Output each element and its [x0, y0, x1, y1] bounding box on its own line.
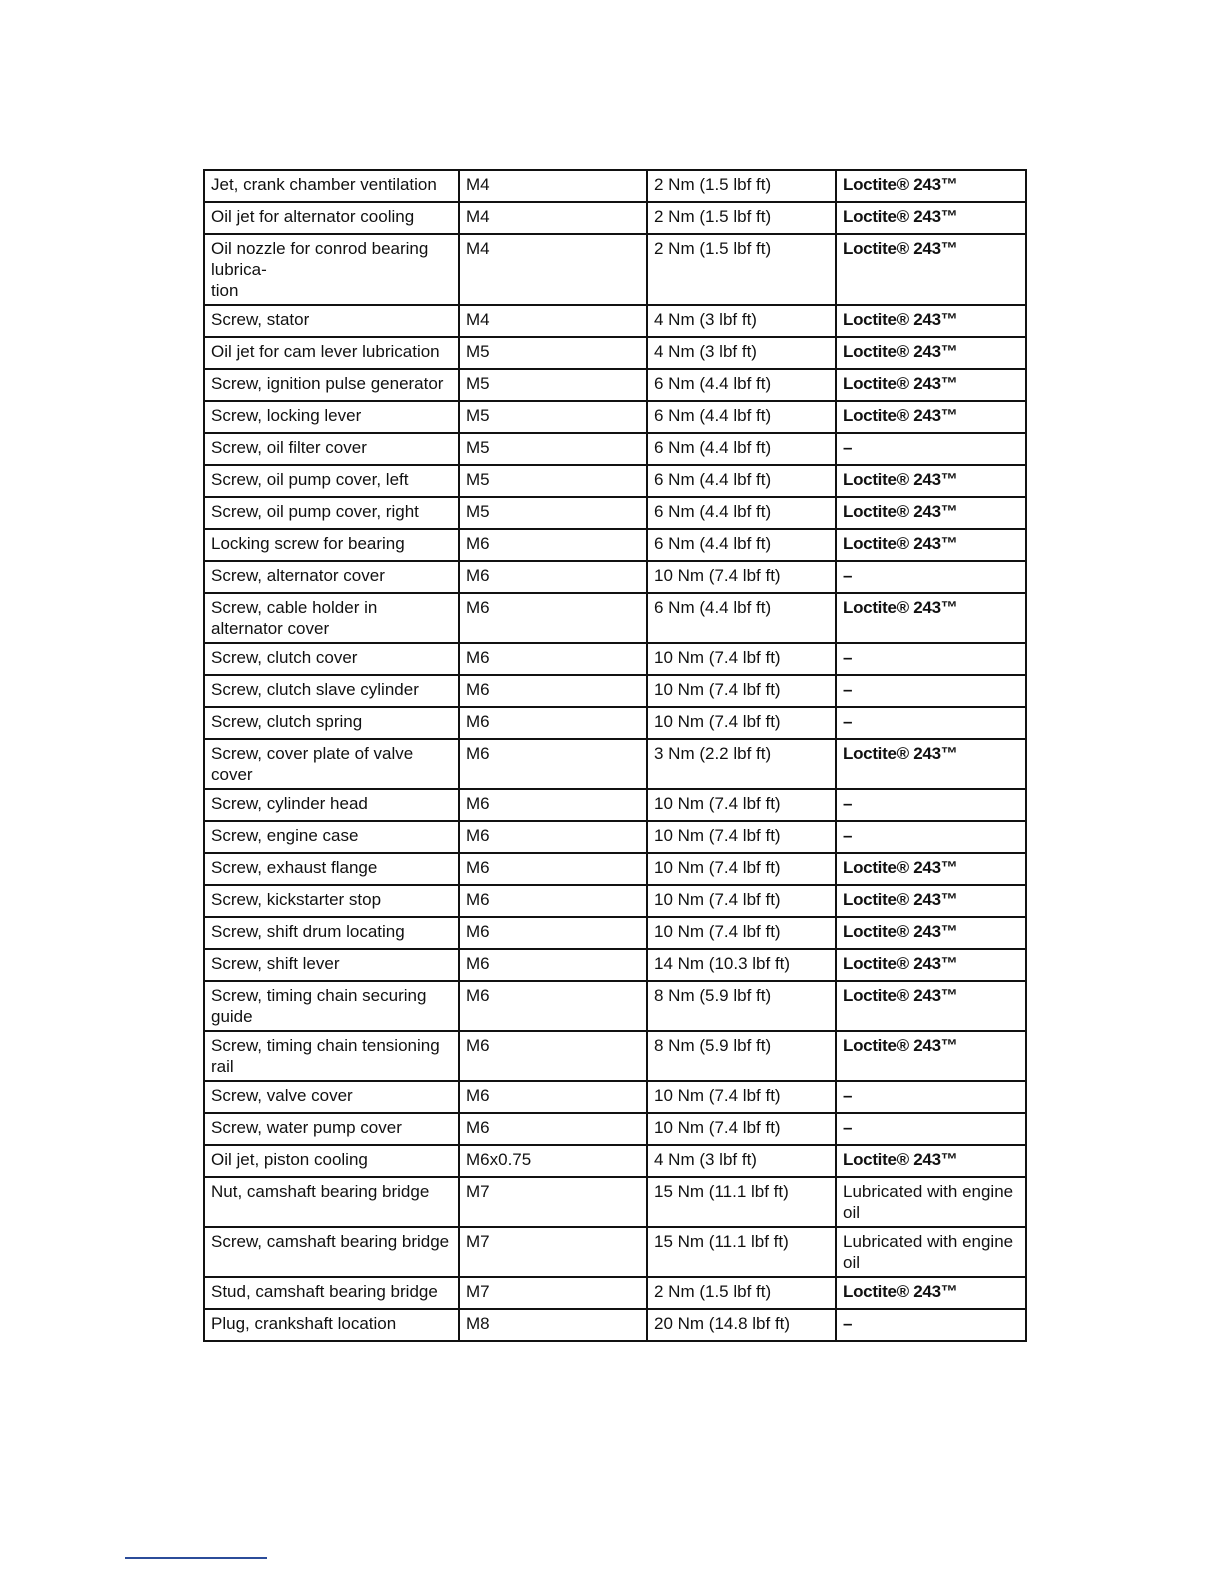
torque-cell: 8 Nm (5.9 lbf ft): [647, 1031, 836, 1081]
designation-cell: Screw, valve cover: [204, 1081, 459, 1113]
thread-cell: M6: [459, 853, 647, 885]
table-row: [204, 1145, 1026, 1177]
remark-cell: Loctite® 243™: [836, 337, 1026, 369]
thread-cell: M6: [459, 1113, 647, 1145]
designation-cell: Screw, ignition pulse generator: [204, 369, 459, 401]
table-row: [204, 643, 1026, 675]
thread-cell: M5: [459, 337, 647, 369]
table-row: [204, 529, 1026, 561]
thread-cell: M5: [459, 433, 647, 465]
designation-cell: Screw, stator: [204, 305, 459, 337]
table-body: [204, 170, 1026, 1341]
thread-cell: M6: [459, 885, 647, 917]
table-row: [204, 1177, 1026, 1227]
table-row: [204, 821, 1026, 853]
designation-cell: Screw, clutch cover: [204, 643, 459, 675]
torque-cell: 4 Nm (3 lbf ft): [647, 1145, 836, 1177]
table-row: [204, 1227, 1026, 1277]
thread-cell: M5: [459, 401, 647, 433]
remark-cell: Loctite® 243™: [836, 917, 1026, 949]
thread-cell: M6x0.75: [459, 1145, 647, 1177]
thread-cell: M6: [459, 529, 647, 561]
table-row: [204, 497, 1026, 529]
table-row: [204, 1309, 1026, 1341]
torque-cell: 10 Nm (7.4 lbf ft): [647, 1081, 836, 1113]
remark-cell: Loctite® 243™: [836, 1031, 1026, 1081]
designation-cell: Screw, cover plate of valve cover: [204, 739, 459, 789]
thread-cell: M6: [459, 643, 647, 675]
torque-cell: 6 Nm (4.4 lbf ft): [647, 497, 836, 529]
designation-cell: Screw, cylinder head: [204, 789, 459, 821]
designation-cell: Screw, locking lever: [204, 401, 459, 433]
table-row: [204, 675, 1026, 707]
designation-cell: Screw, timing chain securing guide: [204, 981, 459, 1031]
torque-cell: 10 Nm (7.4 lbf ft): [647, 853, 836, 885]
table-row: [204, 789, 1026, 821]
remark-cell: –: [836, 707, 1026, 739]
remark-cell: Loctite® 243™: [836, 739, 1026, 789]
torque-specification-table: [203, 169, 1027, 1342]
designation-cell: Oil jet for cam lever lubrication: [204, 337, 459, 369]
designation-cell: Screw, alternator cover: [204, 561, 459, 593]
torque-cell: 14 Nm (10.3 lbf ft): [647, 949, 836, 981]
designation-cell: Locking screw for bearing: [204, 529, 459, 561]
thread-cell: M6: [459, 1031, 647, 1081]
thread-cell: M7: [459, 1177, 647, 1227]
remark-cell: Loctite® 243™: [836, 853, 1026, 885]
thread-cell: M4: [459, 305, 647, 337]
remark-cell: Loctite® 243™: [836, 369, 1026, 401]
torque-cell: 6 Nm (4.4 lbf ft): [647, 433, 836, 465]
remark-cell: –: [836, 643, 1026, 675]
designation-cell: Plug, crankshaft location: [204, 1309, 459, 1341]
remark-cell: Loctite® 243™: [836, 1145, 1026, 1177]
designation-cell: Screw, water pump cover: [204, 1113, 459, 1145]
table-row: [204, 401, 1026, 433]
remark-cell: –: [836, 1309, 1026, 1341]
torque-cell: 2 Nm (1.5 lbf ft): [647, 1277, 836, 1309]
table-row: [204, 305, 1026, 337]
designation-cell: Screw, engine case: [204, 821, 459, 853]
remark-cell: Loctite® 243™: [836, 593, 1026, 643]
torque-cell: 6 Nm (4.4 lbf ft): [647, 529, 836, 561]
thread-cell: M5: [459, 369, 647, 401]
torque-cell: 6 Nm (4.4 lbf ft): [647, 593, 836, 643]
thread-cell: M6: [459, 981, 647, 1031]
thread-cell: M6: [459, 789, 647, 821]
remark-cell: Loctite® 243™: [836, 981, 1026, 1031]
remark-cell: Loctite® 243™: [836, 885, 1026, 917]
table-row: [204, 593, 1026, 643]
thread-cell: M8: [459, 1309, 647, 1341]
torque-cell: 10 Nm (7.4 lbf ft): [647, 885, 836, 917]
designation-cell: Screw, oil filter cover: [204, 433, 459, 465]
torque-cell: 6 Nm (4.4 lbf ft): [647, 401, 836, 433]
designation-cell: Nut, camshaft bearing bridge: [204, 1177, 459, 1227]
remark-cell: –: [836, 789, 1026, 821]
designation-cell: Screw, clutch slave cylinder: [204, 675, 459, 707]
designation-cell: Screw, camshaft bearing bridge: [204, 1227, 459, 1277]
thread-cell: M7: [459, 1227, 647, 1277]
torque-cell: 15 Nm (11.1 lbf ft): [647, 1177, 836, 1227]
table-row: [204, 561, 1026, 593]
thread-cell: M7: [459, 1277, 647, 1309]
table-row: [204, 433, 1026, 465]
designation-cell: Screw, clutch spring: [204, 707, 459, 739]
table-row: [204, 1113, 1026, 1145]
thread-cell: M6: [459, 949, 647, 981]
remark-cell: Lubricated with engine oil: [836, 1227, 1026, 1277]
designation-cell: Stud, camshaft bearing bridge: [204, 1277, 459, 1309]
torque-cell: 15 Nm (11.1 lbf ft): [647, 1227, 836, 1277]
remark-cell: Loctite® 243™: [836, 949, 1026, 981]
remark-cell: Loctite® 243™: [836, 529, 1026, 561]
table-row: [204, 369, 1026, 401]
torque-cell: 2 Nm (1.5 lbf ft): [647, 170, 836, 202]
thread-cell: M6: [459, 675, 647, 707]
table-row: [204, 981, 1026, 1031]
remark-cell: –: [836, 1081, 1026, 1113]
torque-cell: 10 Nm (7.4 lbf ft): [647, 643, 836, 675]
torque-cell: 6 Nm (4.4 lbf ft): [647, 465, 836, 497]
table-row: [204, 917, 1026, 949]
remark-cell: Loctite® 243™: [836, 234, 1026, 305]
table-row: [204, 949, 1026, 981]
torque-cell: 6 Nm (4.4 lbf ft): [647, 369, 836, 401]
table-row: [204, 853, 1026, 885]
remark-cell: Lubricated with engine oil: [836, 1177, 1026, 1227]
remark-cell: Loctite® 243™: [836, 170, 1026, 202]
designation-cell: Jet, crank chamber ventilation: [204, 170, 459, 202]
table-row: [204, 234, 1026, 305]
remark-cell: –: [836, 675, 1026, 707]
designation-cell: Screw, exhaust flange: [204, 853, 459, 885]
torque-cell: 10 Nm (7.4 lbf ft): [647, 789, 836, 821]
remark-cell: –: [836, 561, 1026, 593]
table-row: [204, 202, 1026, 234]
designation-cell: Screw, shift drum locating: [204, 917, 459, 949]
remark-cell: Loctite® 243™: [836, 202, 1026, 234]
remark-cell: Loctite® 243™: [836, 305, 1026, 337]
remark-cell: Loctite® 243™: [836, 465, 1026, 497]
designation-cell: Oil nozzle for conrod bearing lubrica- tion: [204, 234, 459, 305]
designation-cell: Screw, cable holder in alternator cover: [204, 593, 459, 643]
table-row: [204, 1031, 1026, 1081]
torque-cell: 10 Nm (7.4 lbf ft): [647, 675, 836, 707]
designation-cell: Screw, oil pump cover, right: [204, 497, 459, 529]
torque-cell: 2 Nm (1.5 lbf ft): [647, 202, 836, 234]
remark-cell: –: [836, 821, 1026, 853]
thread-cell: M5: [459, 497, 647, 529]
remark-cell: –: [836, 433, 1026, 465]
remark-cell: Loctite® 243™: [836, 497, 1026, 529]
torque-cell: 4 Nm (3 lbf ft): [647, 337, 836, 369]
table-row: [204, 707, 1026, 739]
thread-cell: M5: [459, 465, 647, 497]
thread-cell: M6: [459, 739, 647, 789]
torque-cell: 4 Nm (3 lbf ft): [647, 305, 836, 337]
table-row: [204, 739, 1026, 789]
table-row: [204, 885, 1026, 917]
table-row: [204, 170, 1026, 202]
torque-cell: 10 Nm (7.4 lbf ft): [647, 917, 836, 949]
designation-cell: Screw, oil pump cover, left: [204, 465, 459, 497]
footnote-rule: [125, 1557, 267, 1559]
table-row: [204, 1081, 1026, 1113]
thread-cell: M4: [459, 170, 647, 202]
torque-cell: 10 Nm (7.4 lbf ft): [647, 1113, 836, 1145]
thread-cell: M6: [459, 1081, 647, 1113]
designation-cell: Oil jet, piston cooling: [204, 1145, 459, 1177]
remark-cell: Loctite® 243™: [836, 1277, 1026, 1309]
designation-cell: Screw, shift lever: [204, 949, 459, 981]
thread-cell: M6: [459, 707, 647, 739]
table-row: [204, 465, 1026, 497]
torque-cell: 3 Nm (2.2 lbf ft): [647, 739, 836, 789]
thread-cell: M6: [459, 593, 647, 643]
torque-cell: 20 Nm (14.8 lbf ft): [647, 1309, 836, 1341]
torque-cell: 10 Nm (7.4 lbf ft): [647, 561, 836, 593]
table-row: [204, 1277, 1026, 1309]
thread-cell: M4: [459, 234, 647, 305]
designation-cell: Screw, kickstarter stop: [204, 885, 459, 917]
torque-cell: 10 Nm (7.4 lbf ft): [647, 707, 836, 739]
thread-cell: M6: [459, 821, 647, 853]
designation-cell: Oil jet for alternator cooling: [204, 202, 459, 234]
table-row: [204, 337, 1026, 369]
remark-cell: –: [836, 1113, 1026, 1145]
torque-cell: 2 Nm (1.5 lbf ft): [647, 234, 836, 305]
thread-cell: M4: [459, 202, 647, 234]
thread-cell: M6: [459, 917, 647, 949]
designation-cell: Screw, timing chain tensioning rail: [204, 1031, 459, 1081]
thread-cell: M6: [459, 561, 647, 593]
torque-cell: 10 Nm (7.4 lbf ft): [647, 821, 836, 853]
remark-cell: Loctite® 243™: [836, 401, 1026, 433]
torque-cell: 8 Nm (5.9 lbf ft): [647, 981, 836, 1031]
